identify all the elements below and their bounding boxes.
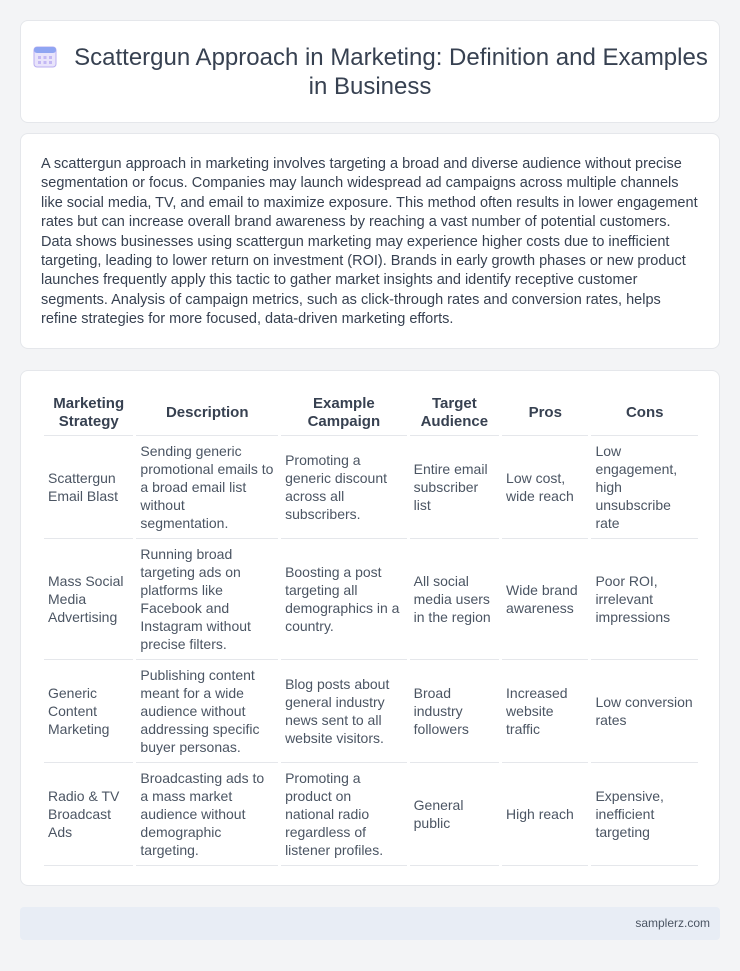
header-example-campaign: Example Campaign xyxy=(281,391,407,436)
table-card xyxy=(20,370,720,886)
header-cons: Cons xyxy=(591,391,698,436)
footer-bar xyxy=(20,907,720,940)
cell-audience: Entire email subscriber list xyxy=(410,436,499,539)
strategy-table xyxy=(41,391,701,866)
cell-pros: Wide brand awareness xyxy=(502,539,588,660)
cell-strategy: Scattergun Email Blast xyxy=(44,436,133,539)
table-header-row xyxy=(44,391,698,436)
table-row xyxy=(44,660,698,763)
cell-example: Blog posts about general industry news sent to all website visitors. xyxy=(281,660,407,763)
cell-cons: Poor ROI, irrelevant impressions xyxy=(591,539,698,660)
cell-cons: Expensive, inefficient targeting xyxy=(591,763,698,866)
cell-audience: All social media users in the region xyxy=(410,539,499,660)
cell-description: Publishing content meant for a wide audience without addressing specific buyer personas. xyxy=(136,660,278,763)
cell-strategy: Mass Social Media Advertising xyxy=(44,539,133,660)
cell-description: Broadcasting ads to a mass market audience without demographic targeting. xyxy=(136,763,278,866)
header-pros: Pros xyxy=(502,391,588,436)
calendar-icon xyxy=(32,44,58,68)
cell-pros: Increased website traffic xyxy=(502,660,588,763)
cell-description: Sending generic promotional emails to a broad email list without segmentation. xyxy=(136,436,278,539)
cell-example: Promoting a generic discount across all subscribers. xyxy=(281,436,407,539)
cell-pros: High reach xyxy=(502,763,588,866)
cell-audience: Broad industry followers xyxy=(410,660,499,763)
header-description: Description xyxy=(136,391,278,436)
description-text: A scattergun approach in marketing involves targeting a broad and diverse audience without precise segmentation or focus. Companies may launch widespread ad campaigns across multiple channels like social media, TV, and email to maximize exposure. This method often results in lower engagement rates but can increase overall brand awareness by reaching a vast number of potential customers. Data shows businesses using scattergun marketing may experience higher costs due to inefficient targeting, leading to lower return on investment (ROI). Brands in early growth phases or new product launches frequently apply this tactic to gather market insights and identify receptive customer segments. Analysis of campaign metrics, such as click-through rates and conversion rates, helps refine strategies for more focused, data-driven marketing efforts. xyxy=(41,156,698,328)
cell-example: Promoting a product on national radio regardless of listener profiles. xyxy=(281,763,407,866)
cell-strategy: Radio & TV Broadcast Ads xyxy=(44,763,133,866)
title-card xyxy=(20,20,720,123)
header-marketing-strategy: Marketing Strategy xyxy=(44,391,133,436)
table-row xyxy=(44,436,698,539)
cell-audience: General public xyxy=(410,763,499,866)
description-card xyxy=(20,133,720,349)
cell-description: Running broad targeting ads on platforms like Facebook and Instagram without precise filters. xyxy=(136,539,278,660)
footer-site-link[interactable]: samplerz.com xyxy=(635,916,710,930)
cell-strategy: Generic Content Marketing xyxy=(44,660,133,763)
cell-cons: Low engagement, high unsubscribe rate xyxy=(591,436,698,539)
table-row xyxy=(44,763,698,866)
cell-cons: Low conversion rates xyxy=(591,660,698,763)
table-row xyxy=(44,539,698,660)
cell-example: Boosting a post targeting all demographics in a country. xyxy=(281,539,407,660)
header-target-audience: Target Audience xyxy=(410,391,499,436)
page-title-wrap xyxy=(21,43,719,101)
cell-pros: Low cost, wide reach xyxy=(502,436,588,539)
page-title: Scattergun Approach in Marketing: Definition and Examples in Business xyxy=(74,44,708,100)
